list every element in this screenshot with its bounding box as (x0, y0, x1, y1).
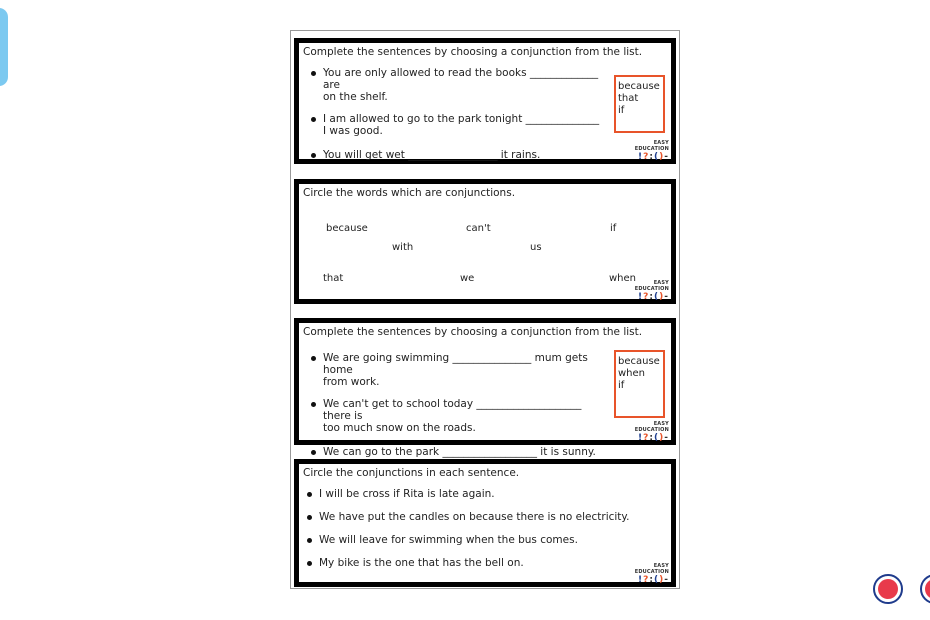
word-because: because (326, 223, 368, 234)
word-us: us (530, 242, 542, 253)
brand-badge-icon (873, 574, 903, 604)
card-instruction: Circle the words which are conjunctions. (303, 187, 516, 199)
conjunction-word-box: because that if (614, 75, 665, 133)
sentence-list (311, 352, 611, 458)
edge-decoration (0, 8, 8, 86)
list-item: We can't get to school today ____________________ there is too much snow on the roads. (311, 398, 611, 434)
list-item: We are going swimming _______________ mum gets home from work. (311, 352, 611, 388)
word-we: we (460, 273, 475, 284)
card-instruction: Complete the sentences by choosing a conjunction from the list. (303, 46, 643, 58)
easy-education-logo: EASY EDUCATION !?:()- (634, 280, 669, 302)
list-item: I am allowed to go to the park tonight ______________ I was good. (311, 113, 611, 137)
worksheet-page (290, 30, 680, 589)
word-if: if (610, 223, 617, 234)
sentence-list (311, 67, 611, 161)
easy-education-logo: EASY EDUCATION !?:()- (634, 140, 669, 162)
word-when: when (609, 273, 637, 284)
list-item: You will get wet _________________ it rains. (311, 149, 611, 161)
card-instruction: Circle the conjunctions in each sentence. (303, 467, 520, 479)
card-circle-in-sentences (294, 459, 676, 587)
easy-education-logo: EASY EDUCATION !?:()- (634, 563, 669, 585)
card-complete-sentences-2 (294, 318, 676, 458)
sentence-list (307, 488, 637, 569)
list-item: We have put the candles on because there is no electricity. (307, 511, 637, 523)
list-item: My bike is the one that has the bell on. (307, 557, 637, 569)
card-circle-conjunctions (294, 179, 676, 304)
card-instruction: Complete the sentences by choosing a conjunction from the list. (303, 326, 643, 338)
word-cant: can't (466, 223, 491, 234)
list-item: You are only allowed to read the books _____________ are on the shelf. (311, 67, 611, 103)
word-with: with (392, 242, 414, 253)
card-complete-sentences-1 (294, 38, 676, 164)
conjunction-word-box: because when if (614, 350, 665, 418)
list-item: I will be cross if Rita is late again. (307, 488, 637, 500)
word-that: that (323, 273, 344, 284)
brand-badge-icon (920, 574, 930, 604)
list-item: We can go to the park __________________ it is sunny. (311, 446, 611, 458)
easy-education-logo: EASY EDUCATION !?:()- (634, 421, 669, 443)
list-item: We will leave for swimming when the bus comes. (307, 534, 637, 546)
